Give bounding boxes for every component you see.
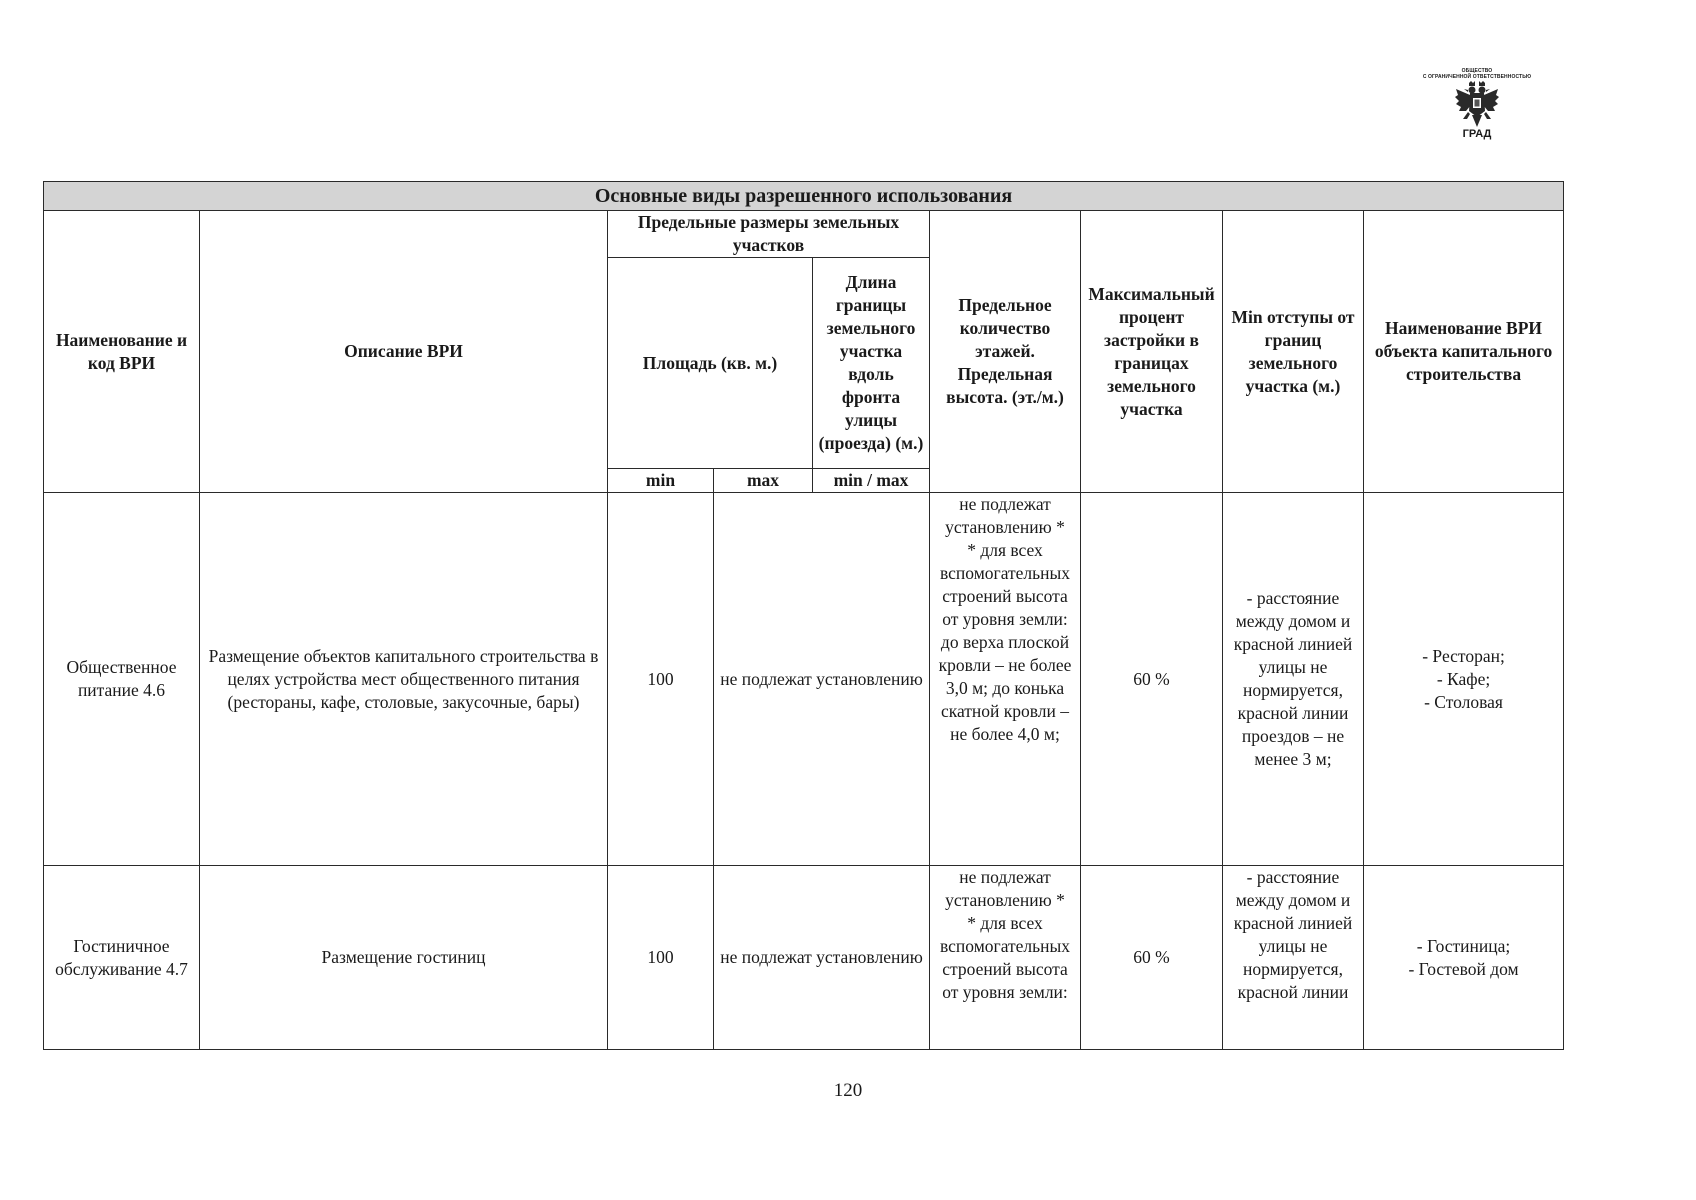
row-floors-note: * для всех вспомогательных строений высота от уровня земли: до верха плоской кровли – не более 3,0 м; до конька скатной кровли – не более 4,0 м; <box>938 540 1072 744</box>
row-setbacks <box>1223 866 1364 1050</box>
row-setbacks: - расстояние между домом и красной линией улицы не нормируется, красной линии проездов – не менее 3 м; <box>1223 493 1364 866</box>
row-area-max-length: не подлежат установлению <box>714 866 930 1050</box>
row-objects <box>1364 866 1564 1050</box>
header-max: max <box>714 469 813 493</box>
row-floors-main: не подлежат установлению * <box>945 494 1065 537</box>
row-floors-note: * для всех вспомогательных строений высота от уровня земли: <box>939 913 1071 1002</box>
row-description: Размещение гостиниц <box>200 866 608 1050</box>
row-percent: 60 % <box>1081 493 1223 866</box>
row-floors <box>930 493 1081 866</box>
header-min-setbacks: Min отступы от границ земельного участка (м.) <box>1223 211 1364 493</box>
header-boundary-length: Длина границы земельного участка вдоль фронта улицы (проезда) (м.) <box>813 258 930 469</box>
logo-org-line1: ОБЩЕСТВО <box>1461 68 1493 74</box>
header-name-code: Наименование и код ВРИ <box>44 211 200 493</box>
row-area-min: 100 <box>608 493 714 866</box>
row-objects <box>1364 493 1564 866</box>
row-floors-main: не подлежат установлению * <box>945 867 1065 910</box>
row-description: Размещение объектов капитального строительства в целях устройства мест общественного питания (рестораны, кафе, столовые, закусочные, бары) <box>200 493 608 866</box>
row-name-code: Гостиничное обслуживание 4.7 <box>44 866 200 1050</box>
row-object-item: - Кафе; <box>1436 668 1491 689</box>
logo-company-name: ГРАД <box>1462 128 1492 140</box>
header-object-name: Наименование ВРИ объекта капитального строительства <box>1364 211 1564 493</box>
row-name-code: Общественное питание 4.6 <box>44 493 200 866</box>
table-row <box>44 493 1564 866</box>
page-number: 120 <box>833 1080 863 1101</box>
table-row <box>44 866 1564 1050</box>
row-object-item: - Ресторан; <box>1422 645 1505 666</box>
table-title: Основные виды разрешенного использования <box>44 182 1564 211</box>
row-setbacks-text: - расстояние между домом и красной линией улицы не нормируется, красной линии <box>1233 867 1353 1002</box>
company-logo <box>1394 68 1560 140</box>
permitted-use-table <box>43 181 1564 1050</box>
header-area: Площадь (кв. м.) <box>608 258 813 469</box>
header-limit-sizes: Предельные размеры земельных участков <box>608 211 930 258</box>
row-object-item: - Гостиница; <box>1416 935 1511 956</box>
row-area-min: 100 <box>608 866 714 1050</box>
row-floors <box>930 866 1081 1050</box>
header-description: Описание ВРИ <box>200 211 608 493</box>
header-floors: Предельное количество этажей. Предельная высота. (эт./м.) <box>930 211 1081 493</box>
row-area-max-length: не подлежат установлению <box>714 493 930 866</box>
header-min: min <box>608 469 714 493</box>
row-percent: 60 % <box>1081 866 1223 1050</box>
double-headed-eagle-icon <box>1454 81 1500 129</box>
header-max-percent: Максимальный процент застройки в границах земельного участка <box>1081 211 1223 493</box>
row-object-item: - Гостевой дом <box>1408 958 1519 979</box>
row-object-item: - Столовая <box>1424 691 1503 712</box>
logo-org-line2: С ОГРАНИЧЕННОЙ ОТВЕТСТВЕННОСТЬЮ <box>1422 74 1532 80</box>
header-min-max: min / max <box>813 469 930 493</box>
